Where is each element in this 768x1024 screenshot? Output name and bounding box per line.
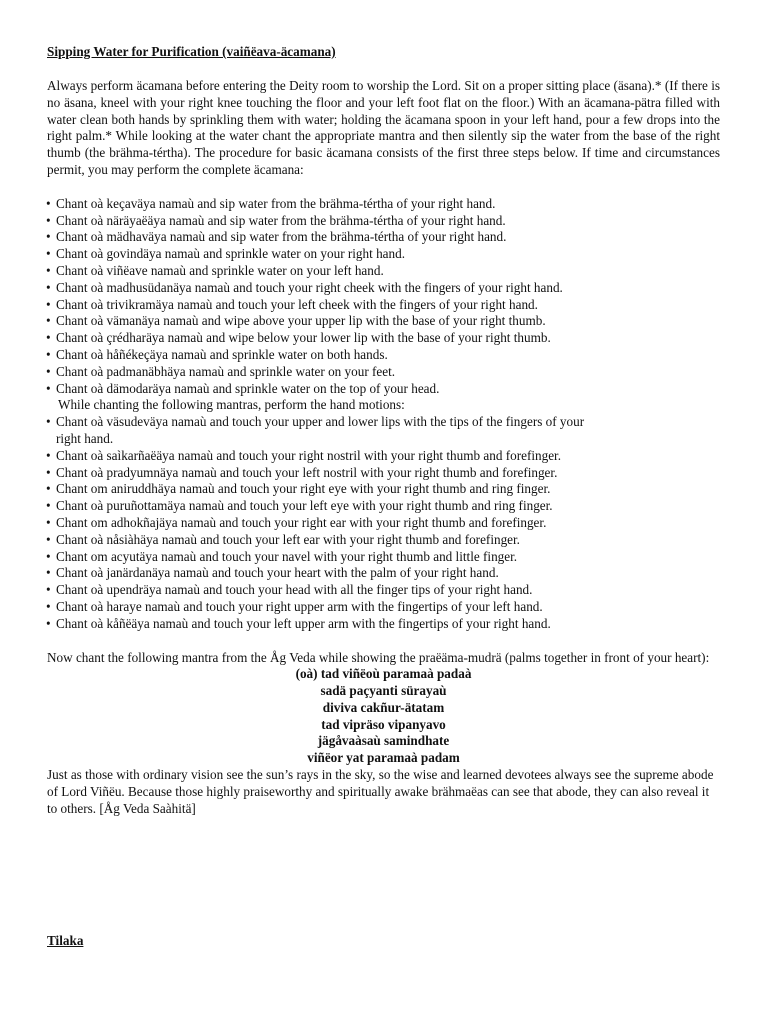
- hand-motion-note: While chanting the following mantras, perform the hand motions:: [58, 397, 405, 413]
- list-item: • Chant oà vämanäya namaù and wipe above your upper lip with the base of your right thumb.: [47, 313, 720, 330]
- acamana-steps-list: [47, 196, 720, 633]
- list-item: • Chant oà çrédharäya namaù and wipe below your lower lip with the base of your right thumb.: [47, 330, 720, 347]
- list-item: • Chant oà upendräya namaù and touch your head with all the finger tips of your right hand.: [47, 582, 720, 599]
- list-item: • Chant oà janärdanäya namaù and touch your heart with the palm of your right hand.: [47, 565, 720, 582]
- list-item: • Chant oà haraye namaù and touch your right upper arm with the fingertips of your left hand.: [47, 599, 720, 616]
- mantra-line: sadä paçyanti sürayaù: [320, 683, 447, 699]
- list-item: • Chant oà viñëave namaù and sprinkle water on your left hand.: [47, 263, 720, 280]
- mantra-line: viñëor yat paramaà padam: [307, 750, 460, 766]
- next-section-heading: Tilaka: [47, 933, 84, 948]
- list-item: • Chant oà keçaväya namaù and sip water from the brähma-tértha of your right hand.: [47, 196, 720, 213]
- list-item-line: right hand.: [56, 430, 114, 446]
- mantra-line: jägåvaàsaù samindhate: [317, 733, 450, 749]
- mantra-block: [47, 666, 720, 767]
- list-item: • Chant oà mädhaväya namaù and sip water from the brähma-tértha of your right hand.: [47, 229, 720, 246]
- list-item: • Chant oà saìkarñaëäya namaù and touch your right nostril with your right thumb and forefinger.: [47, 448, 720, 465]
- translation-paragraph: Just as those with ordinary vision see the sun’s rays in the sky, so the wise and learned devotees always see the supreme abode of Lord Viñëu. Because those highly praiseworthy and spiritually awake brähmaëas can see that abode, they can also reveal it to others. [Åg Veda Saàhitä]: [47, 767, 714, 816]
- list-item: [47, 414, 720, 448]
- list-item: • Chant oà nåsiàhäya namaù and touch your left ear with your right thumb and forefinger.: [47, 532, 720, 549]
- list-item: • Chant oà håñékeçäya namaù and sprinkle water on both hands.: [47, 347, 720, 364]
- list-item: • Chant oà dämodaräya namaù and sprinkle water on the top of your head.: [47, 381, 720, 398]
- section-title: Sipping Water for Purification (vaiñëava-äcamana): [47, 44, 336, 59]
- list-item: • Chant oà kåñëäya namaù and touch your left upper arm with the fingertips of your right hand.: [47, 616, 720, 633]
- list-item: • Chant oà madhusüdanäya namaù and touch your right cheek with the fingers of your right hand.: [47, 280, 720, 297]
- list-item: • Chant om aniruddhäya namaù and touch your right eye with your right thumb and ring finger.: [47, 481, 720, 498]
- mantra-line: (oà) tad viñëoù paramaà padaà: [295, 666, 472, 682]
- mantra-line: diviva cakñur-ätatam: [322, 699, 445, 715]
- list-item: • Chant oà puruñottamäya namaù and touch your left eye with your right thumb and ring finger.: [47, 498, 720, 515]
- rig-veda-intro: Now chant the following mantra from the Åg Veda while showing the praëäma-mudrä (palms together in front of your heart):: [47, 649, 710, 665]
- list-item: • Chant om adhokñajäya namaù and touch your right ear with your right thumb and forefinger.: [47, 515, 720, 532]
- list-item-line: Chant oà väsudeväya namaù and touch your upper and lower lips with the tips of the fingers of your: [56, 414, 585, 430]
- list-item: • Chant oà näräyaëäya namaù and sip water from the brähma-tértha of your right hand.: [47, 213, 720, 230]
- list-item: • Chant om acyutäya namaù and touch your navel with your right thumb and little finger.: [47, 549, 720, 566]
- list-item: • Chant oà trivikramäya namaù and touch your left cheek with the fingers of your right hand.: [47, 297, 720, 314]
- list-item: • Chant oà pradyumnäya namaù and touch your left nostril with your right thumb and forefinger.: [47, 465, 720, 482]
- mantra-line: tad vipräso vipanyavo: [321, 716, 446, 732]
- intro-paragraph: Always perform äcamana before entering the Deity room to worship the Lord. Sit on a proper sitting place (äsana).* (If there is no äsana, kneel with your right knee touching the floor and your left foot flat on the floor.) With an äcamana-pätra filled with water clean both hands by sprinkling them with water; holding the äcamana spoon in your left hand, pour a few drops into the right palm.* While looking at the water chant the appropriate mantra and then silently sip the water from the base of the right thumb (the brähma-tértha). The procedure for basic äcamana consists of the first three steps below. If time and circumstances permit, you may perform the complete äcamana:: [47, 78, 720, 177]
- list-item: • Chant oà govindäya namaù and sprinkle water on your right hand.: [47, 246, 720, 263]
- list-item: • Chant oà padmanäbhäya namaù and sprinkle water on your feet.: [47, 364, 720, 381]
